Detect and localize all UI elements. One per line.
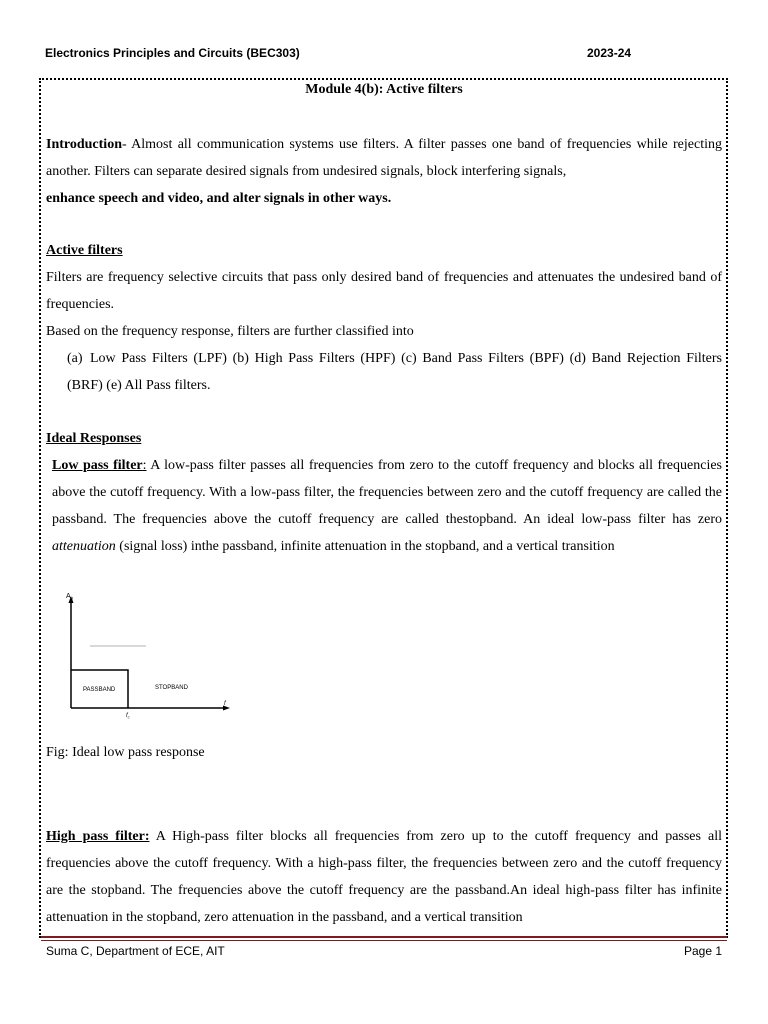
classification-intro: Based on the frequency response, filters are further classified into — [46, 324, 414, 339]
header-course: Electronics Principles and Circuits (BEC303) — [45, 46, 300, 60]
stopband-label: STOPBAND — [155, 685, 188, 691]
hpf-text: A High-pass filter blocks all frequencies from zero up to the cutoff frequency and passes all frequencies above the cutoff frequency. With a high-pass filter, the frequencies between zero and the cutoff frequency are the stopband. The frequencies above the cutoff frequency are the passband.An ideal high-pass filter has infinite attenuation in the stopband, zero attenuation in the passband, and a vertical transition — [46, 829, 722, 925]
intro-text-bold: enhance speech and video, and alter signals in other ways. — [46, 191, 392, 206]
active-filters-heading: Active filters — [46, 243, 123, 258]
page-title: Module 4(b): Active filters — [305, 82, 463, 97]
ideal-responses-heading: Ideal Responses — [46, 431, 142, 446]
footer-author: Suma C, Department of ECE, AIT — [46, 944, 225, 958]
list-label: (a) — [67, 351, 83, 366]
hpf-label: High pass filter: — [46, 829, 150, 844]
lpf-italic: attenuation — [52, 539, 116, 554]
lpf-label: Low pass filter — [52, 458, 143, 473]
y-axis-label: $A_v$ — [66, 593, 74, 602]
intro-label: Introduction — [46, 137, 122, 152]
intro-paragraph — [46, 131, 722, 185]
lpf-text-b: (signal loss) inthe passband, infinite attenuation in the stopband, and a vertical transition — [115, 539, 615, 554]
hpf-paragraph — [46, 823, 722, 931]
x-axis-label: f — [224, 701, 226, 707]
ideal-lowpass-figure — [62, 588, 244, 720]
lpf-text-a: A low-pass filter passes all frequencies from zero to the cutoff frequency and blocks all frequencies above the cutoff frequency. With a low-pass filter, the frequencies between zero and the cutoff frequency are called the passband. The frequencies above the cutoff frequency are called thestopband. An ideal low-pass filter has zero — [52, 458, 722, 527]
filter-types-list — [67, 345, 722, 399]
header-year: 2023-24 — [587, 46, 632, 60]
passband-label: PASSBAND — [83, 687, 116, 693]
list-text: Low Pass Filters (LPF) (b) High Pass Filters (HPF) (c) Band Pass Filters (BPF) (d) Band Rejection Filters (BRF) (e) All Pass filters. — [67, 351, 722, 393]
active-filters-definition: Filters are frequency selective circuits that pass only desired band of frequencies and attenuates the undesired band of frequencies. — [46, 270, 722, 312]
figure-caption: Fig: Ideal low pass response — [46, 745, 205, 760]
footer-page-number: Page 1 — [684, 944, 723, 958]
lpf-colon: : — [142, 458, 147, 473]
intro-text: - Almost all communication systems use filters. A filter passes one band of frequencies while rejecting another. Filters can separate desired signals from undesired signals, block interfering signals, — [46, 137, 722, 179]
lpf-paragraph — [52, 452, 722, 560]
footer-rule-thin — [41, 940, 727, 941]
cutoff-label: $f_c$ — [126, 713, 130, 720]
footer-rule — [41, 936, 727, 938]
